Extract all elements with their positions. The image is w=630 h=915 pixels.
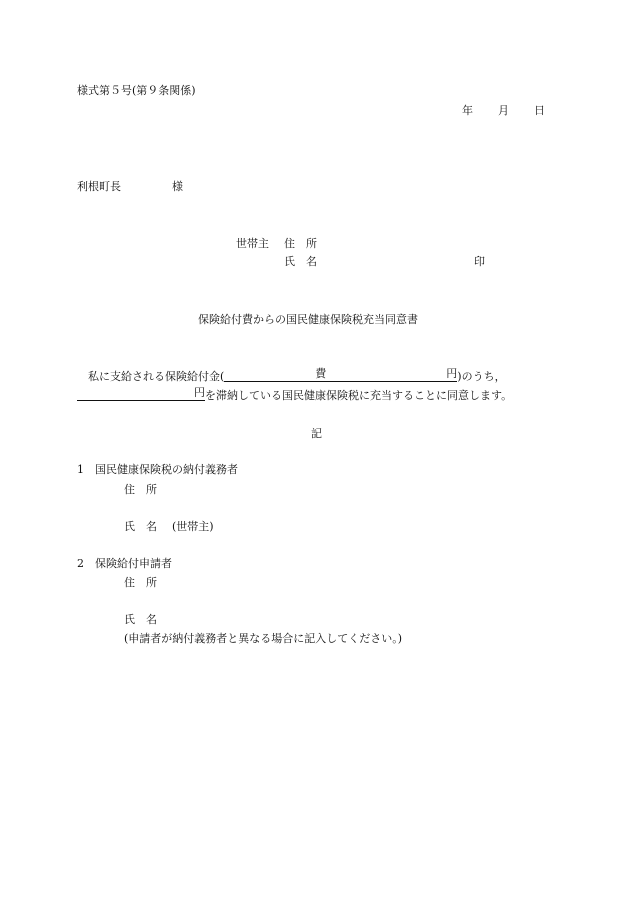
addressee-honorific: 様 bbox=[172, 180, 183, 193]
yen-label-1: 円 bbox=[446, 367, 458, 380]
date-month-label: 月 bbox=[498, 104, 509, 117]
date-day-label: 日 bbox=[534, 104, 545, 117]
section1-name-note: (世帯主) bbox=[172, 520, 214, 533]
body-line-1 bbox=[88, 368, 506, 382]
section1-number: 1 bbox=[77, 463, 84, 476]
benefit-amount-blank bbox=[326, 368, 446, 382]
section1-address-label: 住 所 bbox=[124, 483, 157, 496]
benefit-type-blank bbox=[224, 368, 315, 382]
applicant-address-label: 住 所 bbox=[284, 237, 317, 250]
section2-heading: 保険給付申請者 bbox=[95, 557, 172, 570]
body-line-2 bbox=[77, 387, 512, 401]
date-year-label: 年 bbox=[462, 104, 473, 117]
arrears-amount-blank bbox=[77, 387, 194, 401]
household-head-label: 世帯主 bbox=[236, 237, 269, 250]
section2-number: 2 bbox=[77, 557, 84, 570]
document-title: 保険給付費からの国民健康保険税充当同意書 bbox=[198, 313, 418, 326]
section2-note: (申請者が納付義務者と異なる場合に記入してください。) bbox=[124, 632, 403, 645]
seal-mark: 印 bbox=[474, 255, 485, 268]
section1-name-label: 氏 名 bbox=[124, 520, 157, 533]
addressee-name: 利根町長 bbox=[77, 180, 121, 193]
expense-label: 費 bbox=[315, 367, 327, 380]
body-line1-end: )のうち， bbox=[457, 370, 506, 383]
body-line2-end: を滞納している国民健康保険税に充当することに同意します。 bbox=[205, 389, 513, 402]
yen-label-2: 円 bbox=[194, 386, 205, 399]
body-line1-start: 私に支給される保険給付金( bbox=[88, 370, 225, 383]
applicant-name-label: 氏 名 bbox=[284, 255, 317, 268]
form-number: 様式第５号(第９条関係) bbox=[77, 84, 196, 97]
section1-heading: 国民健康保険税の納付義務者 bbox=[95, 463, 238, 476]
section2-address-label: 住 所 bbox=[124, 576, 157, 589]
section2-name-label: 氏 名 bbox=[124, 613, 157, 626]
ki-heading: 記 bbox=[311, 427, 322, 440]
